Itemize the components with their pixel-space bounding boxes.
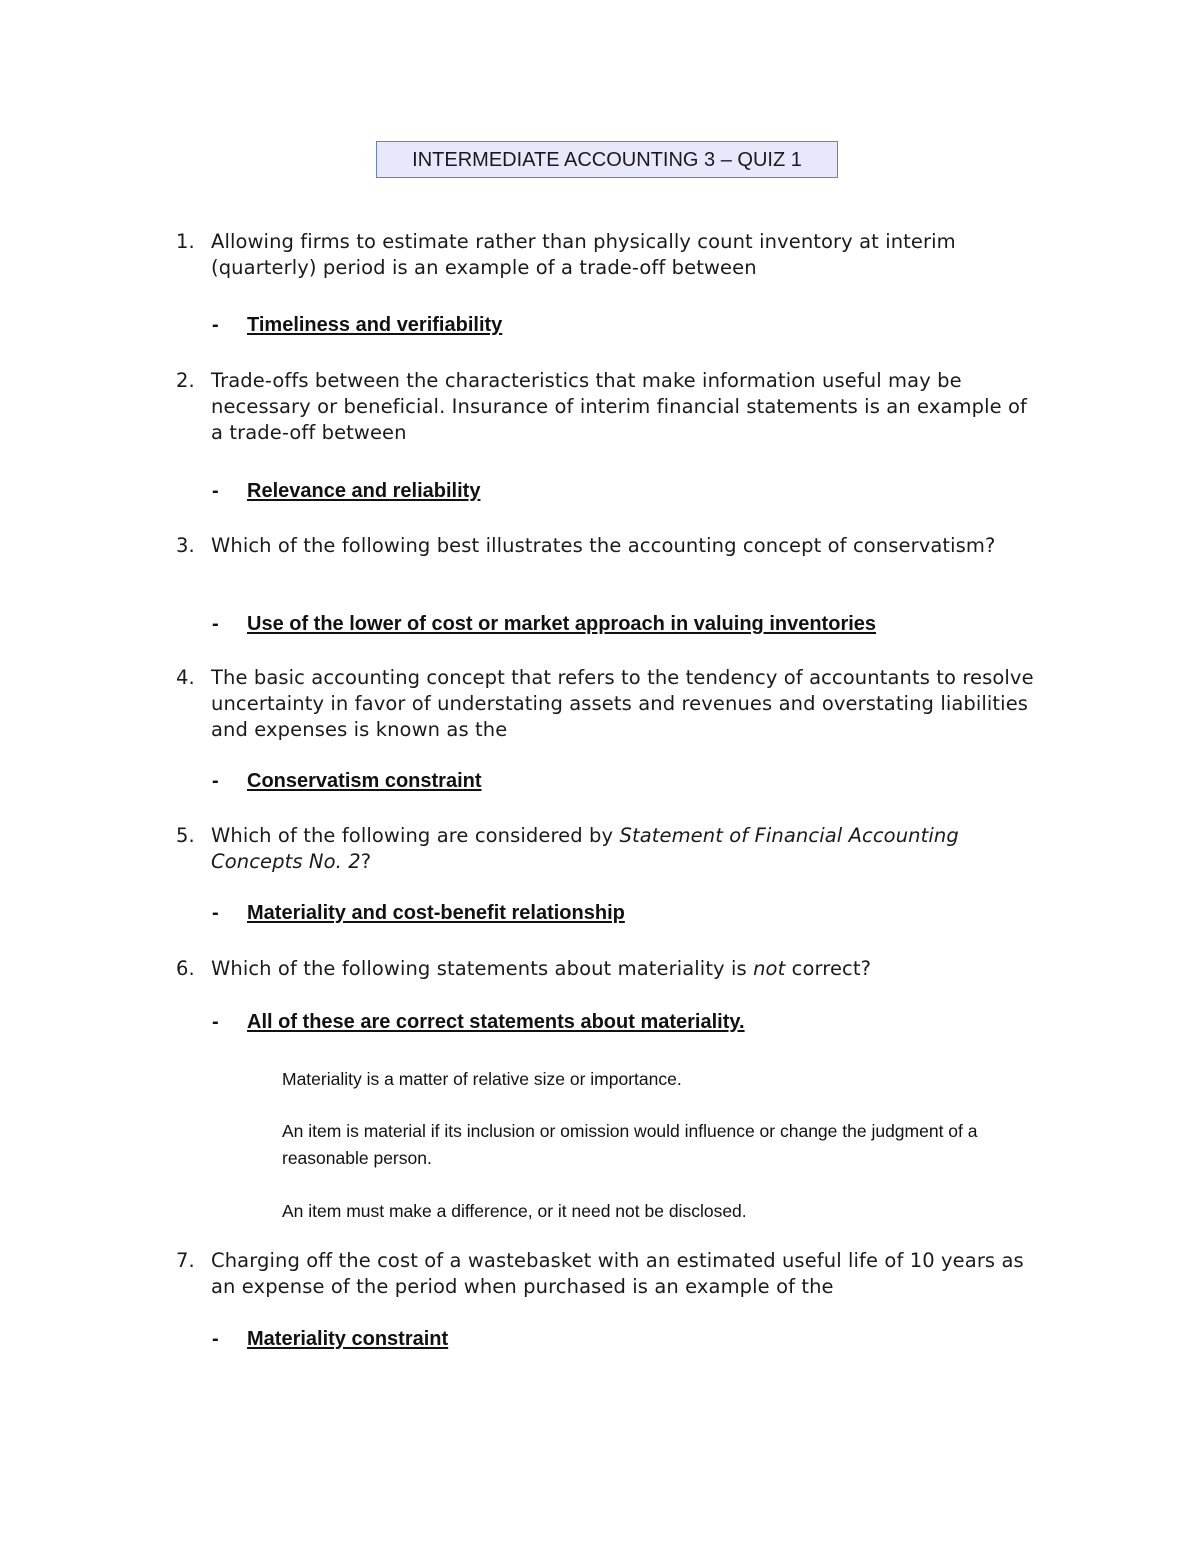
question-text [211, 956, 1041, 982]
question-text-part: correct? [785, 957, 872, 980]
question-text: Charging off the cost of a wastebasket with an estimated useful life of 10 years as an expense of the period when purchased is an example of the [211, 1249, 1024, 1298]
answer-text: Materiality constraint [247, 1328, 449, 1350]
materiality-note-3: An item must make a difference, or it need not be disclosed. [282, 1201, 747, 1221]
answer-text: Use of the lower of cost or market approach in valuing inventories [247, 613, 877, 635]
question-text: The basic accounting concept that refers to the tendency of accountants to resolve uncertainty in favor of understating assets and revenues and overstating liabilities and expenses is known as the [211, 666, 1034, 741]
answer-text: Conservatism constraint [247, 770, 482, 792]
answer-text: Timeliness and verifiability [247, 314, 503, 336]
question-text: Allowing firms to estimate rather than physically count inventory at interim (quarterly) period is an example of a trade-off between [211, 230, 956, 279]
answer-text: Relevance and reliability [247, 480, 481, 502]
question-text: Which of the following best illustrates the accounting concept of conservatism? [211, 534, 996, 557]
question-text-part: Which of the following are considered by [211, 824, 620, 847]
answer-text: All of these are correct statements about materiality. [247, 1011, 745, 1033]
question-number: 1. [176, 230, 195, 253]
question-number: 7. [176, 1249, 195, 1272]
answer-marker: - [212, 1328, 219, 1350]
question-number: 5. [176, 824, 195, 847]
answer-marker: - [212, 902, 219, 924]
question-number: 4. [176, 666, 195, 689]
materiality-note-2: An item is material if its inclusion or omission would influence or change the judgment of a reasonable person. [282, 1121, 978, 1168]
answer-marker: - [212, 613, 219, 635]
answer-marker: - [212, 480, 219, 502]
document-title-italic: Statement of Financial Accounting Concepts No. 2 [211, 824, 959, 873]
answer-marker: - [212, 314, 219, 336]
answer-text: Materiality and cost-benefit relationship [247, 902, 625, 924]
question-text: Trade-offs between the characteristics that make information useful may be necessary or beneficial. Insurance of interim financial statements is an example of a trade-off between [211, 369, 1027, 444]
quiz-title: INTERMEDIATE ACCOUNTING 3 – QUIZ 1 [376, 141, 838, 178]
materiality-note-1: Materiality is a matter of relative size or importance. [282, 1069, 682, 1089]
emphasis-text: not [753, 957, 786, 980]
question-number: 6. [176, 957, 195, 980]
question-text [211, 823, 1041, 875]
answer-marker: - [212, 770, 219, 792]
question-text-part: Which of the following statements about materiality is [211, 957, 754, 980]
question-number: 3. [176, 534, 195, 557]
question-number: 2. [176, 369, 195, 392]
answer-marker: - [212, 1011, 219, 1033]
question-text-part: ? [360, 850, 372, 873]
